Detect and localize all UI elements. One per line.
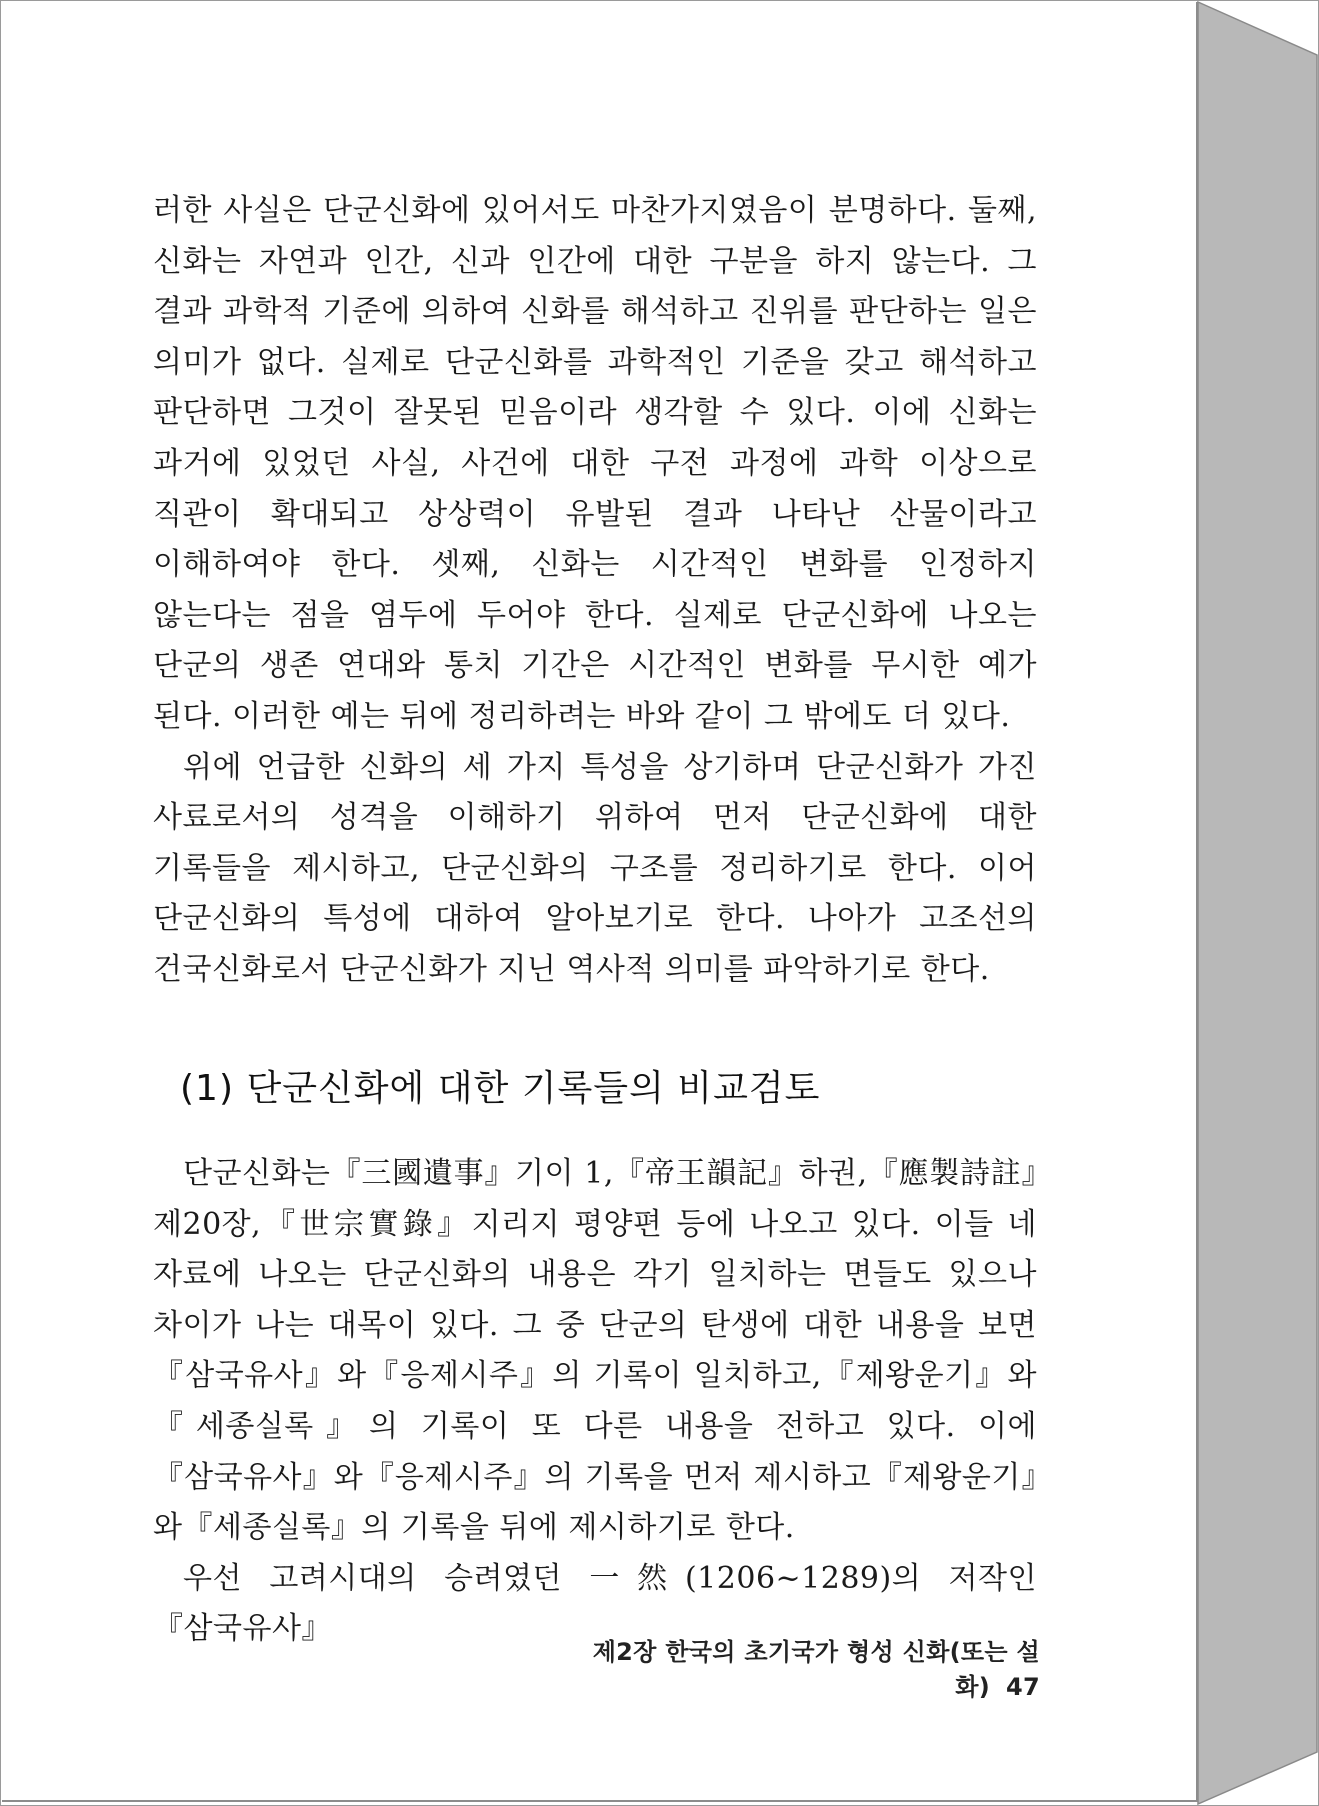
body-text (153, 186, 1037, 996)
running-title: 제2장 한국의 초기국가 형성 신화(또는 설화) (592, 1638, 1040, 1701)
paragraph-overview: 위에 언급한 신화의 세 가지 특성을 상기하며 단군신화가 가진 사료로서의 성격을 이해하기 위하여 먼저 단군신화에 대한 기록들을 제시하고, 단군신화의 구조를 정리하기로 한다. 이어 단군신화의 특성에 대하여 알아보기로 한다. 나아가 고조선의 건국신화로서 단군신화가 지닌 역사적 의미를 파악하기로 한다. (153, 749, 1037, 987)
section-body-text (153, 1149, 1037, 1655)
page-number: 47 (1006, 1673, 1040, 1701)
page-footer (520, 1632, 1040, 1702)
paragraph-continued: 러한 사실은 단군신화에 있어서도 마찬가지였음이 분명하다. 둘째, 신화는 자연과 인간, 신과 인간에 대한 구분을 하지 않는다. 그 결과 과학적 기준에 의하여 신화를 해석하고 진위를 판단하는 일은 의미가 없다. 실제로 단군신화를 과학적인 기준을 갖고 해석하고 판단하면 그것이 잘못된 믿음이라 생각할 수 있다. 이에 신화는 과거에 있었던 사실, 사건에 대한 구전 과정에 과학 이상으로 직관이 확대되고 상상력이 유발된 결과 나타난 산물이라고 이해하여야 한다. 셋째, 신화는 시간적인 변화를 인정하지 않는다는 점을 염두에 두어야 한다. 실제로 단군신화에 나오는 단군의 생존 연대와 통치 기간은 시간적인 변화를 무시한 예가 된다. 이러한 예는 뒤에 정리하려는 바와 같이 그 밖에도 더 있다. (153, 193, 1037, 734)
paragraph-samguk-yusa: 우선 고려시대의 승려였던 一然(1206~1289)의 저작인『삼국유사』 (153, 1560, 1037, 1647)
paragraph-sources: 단군신화는『三國遺事』기이 1,『帝王韻記』하권,『應製詩註』제20장,『世宗實錄』지리지 평양편 등에 나오고 있다. 이들 네 자료에 나오는 단군신화의 내용은 각기 일치하는 면들도 있으나 차이가 나는 대목이 있다. 그 중 단군의 탄생에 대한 내용을 보면『삼국유사』와『응제시주』의 기록이 일치하고,『제왕운기』와『세종실록』의 기록이 또 다른 내용을 전하고 있다. 이에『삼국유사』와『응제시주』의 기록을 먼저 제시하고『제왕운기』와『세종실록』의 기록을 뒤에 제시하기로 한다. (153, 1156, 1037, 1546)
section-heading: (1) 단군신화에 대한 기록들의 비교검토 (180, 1068, 821, 1109)
